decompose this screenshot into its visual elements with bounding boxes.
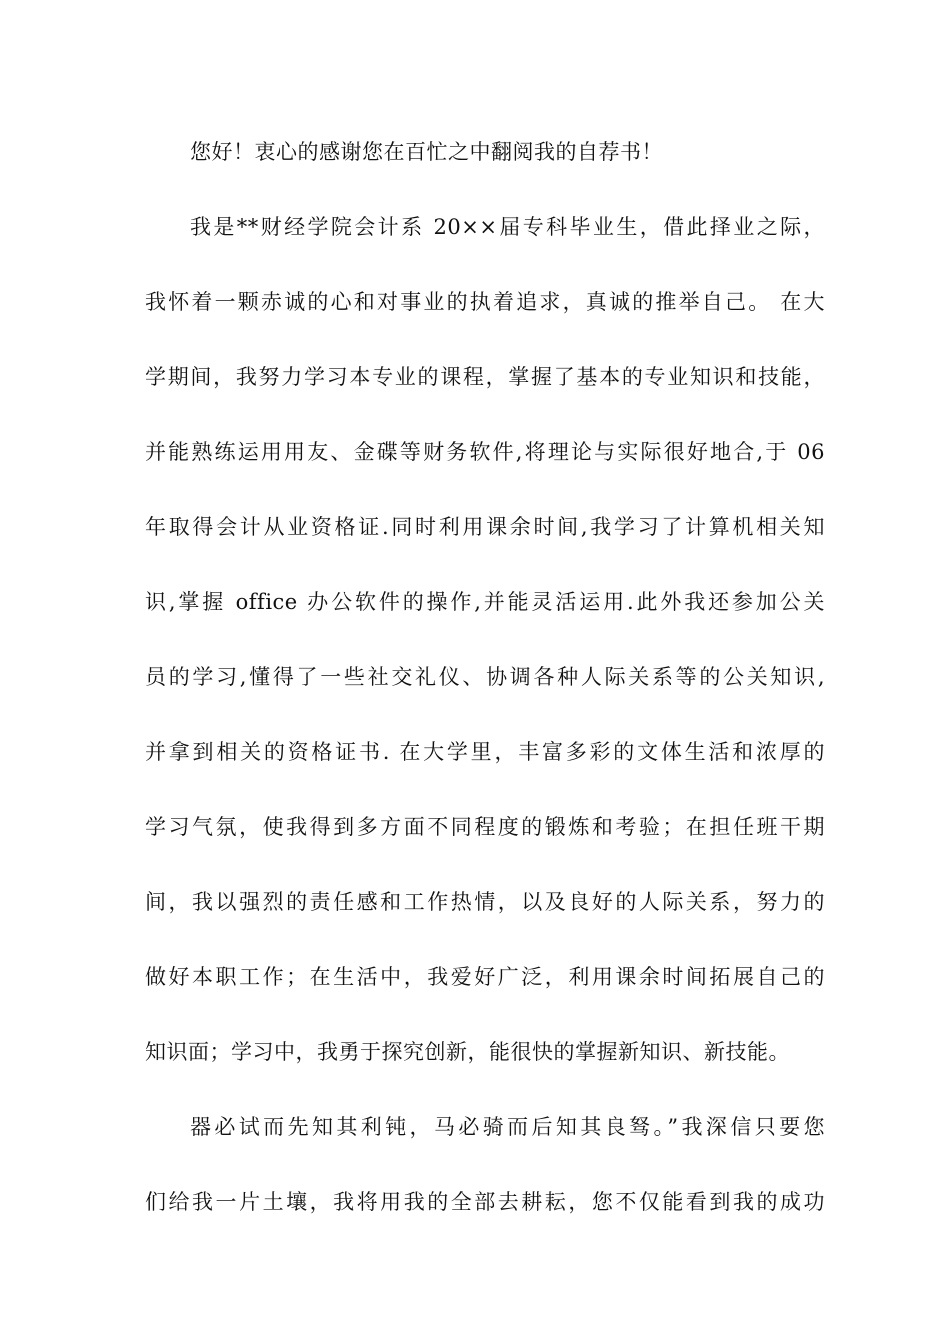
- paragraph-line: 年取得会计从业资格证.同时利用课余时间,我学习了计算机相关知: [145, 515, 825, 539]
- paragraph-line: 间，我以强烈的责任感和工作热情，以及良好的人际关系，努力的: [145, 890, 825, 914]
- paragraph-line: 们给我一片土壤，我将用我的全部去耕耘，您不仅能看到我的成功: [145, 1190, 825, 1214]
- paragraph-line: 我怀着一颗赤诚的心和对事业的执着追求，真诚的推举自己。 在大: [145, 290, 825, 314]
- greeting-line: 您好！衷心的感谢您在百忙之中翻阅我的自荐书！: [190, 140, 663, 164]
- paragraph-line: 并拿到相关的资格证书. 在大学里，丰富多彩的文体生活和浓厚的: [145, 740, 825, 764]
- paragraph-line: 并能熟练运用用友、金碟等财务软件,将理论与实际很好地合,于 06: [145, 440, 825, 464]
- paragraph-line: 识,掌握 office 办公软件的操作,并能灵活运用.此外我还参加公关: [145, 590, 825, 614]
- paragraph-line: 器必试而先知其利钝，马必骑而后知其良驽。”我深信只要您: [190, 1115, 825, 1139]
- paragraph-line: 学期间，我努力学习本专业的课程，掌握了基本的专业知识和技能，: [145, 365, 825, 389]
- paragraph-line: 做好本职工作；在生活中，我爱好广泛，利用课余时间拓展自己的: [145, 965, 825, 989]
- paragraph-line: 我是**财经学院会计系 20××届专科毕业生，借此择业之际，: [190, 215, 825, 239]
- paragraph-line: 学习气氛，使我得到多方面不同程度的锻炼和考验；在担任班干期: [145, 815, 825, 839]
- paragraph-line: 知识面；学习中，我勇于探究创新，能很快的掌握新知识、新技能。: [145, 1040, 790, 1064]
- paragraph-line: 员的学习,懂得了一些社交礼仪、协调各种人际关系等的公关知识,: [145, 665, 825, 689]
